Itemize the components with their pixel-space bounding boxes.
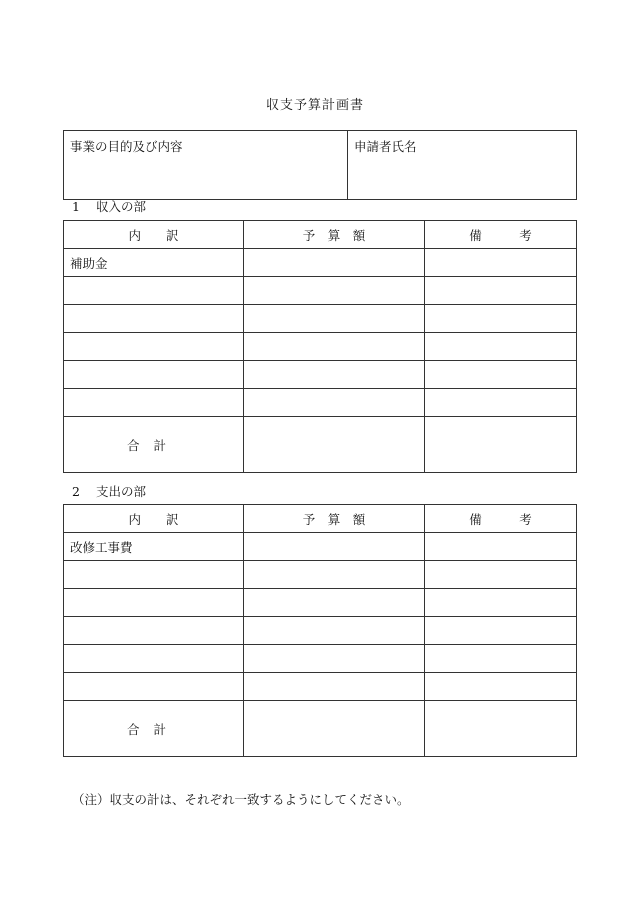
budget-cell[interactable] xyxy=(244,333,425,361)
income-section-heading xyxy=(72,197,146,215)
table-row xyxy=(64,589,577,617)
remarks-cell[interactable] xyxy=(425,305,577,333)
remarks-cell[interactable] xyxy=(425,589,577,617)
expense-section-heading xyxy=(72,482,146,500)
income-section-title: 収入の部 xyxy=(96,199,147,214)
item-cell[interactable] xyxy=(64,361,244,389)
item-cell[interactable] xyxy=(64,561,244,589)
budget-cell[interactable] xyxy=(244,645,425,673)
col-item-header: 内 訳 xyxy=(64,505,244,533)
income-item-cell[interactable]: 補助金 xyxy=(64,249,244,277)
income-header-row xyxy=(64,221,577,249)
header-info-table xyxy=(63,130,577,200)
income-table xyxy=(63,220,577,473)
purpose-label: 事業の目的及び内容 xyxy=(70,139,183,154)
expense-total-label: 合計 xyxy=(64,701,244,757)
income-section-number: 1 xyxy=(72,199,80,214)
expense-section-number: 2 xyxy=(72,484,80,499)
income-total-label: 合計 xyxy=(64,417,244,473)
table-row xyxy=(64,361,577,389)
col-budget-header: 予 算 額 xyxy=(244,505,425,533)
table-row xyxy=(64,249,577,277)
table-row xyxy=(64,305,577,333)
remarks-cell[interactable] xyxy=(425,561,577,589)
budget-cell[interactable] xyxy=(244,305,425,333)
item-cell[interactable] xyxy=(64,277,244,305)
remarks-cell[interactable] xyxy=(425,389,577,417)
remarks-cell[interactable] xyxy=(425,673,577,701)
table-row xyxy=(64,645,577,673)
expense-total-budget-cell[interactable] xyxy=(244,701,425,757)
item-cell[interactable] xyxy=(64,333,244,361)
table-row xyxy=(64,389,577,417)
col-budget-header: 予 算 額 xyxy=(244,221,425,249)
budget-cell[interactable] xyxy=(244,249,425,277)
remarks-cell[interactable] xyxy=(425,333,577,361)
col-remarks-header: 備 考 xyxy=(425,505,577,533)
table-row xyxy=(64,533,577,561)
budget-cell[interactable] xyxy=(244,389,425,417)
expense-total-remarks-cell[interactable] xyxy=(425,701,577,757)
table-row xyxy=(64,333,577,361)
footnote: （注）収支の計は、それぞれ一致するようにしてください。 xyxy=(72,792,410,807)
remarks-cell[interactable] xyxy=(425,361,577,389)
remarks-cell[interactable] xyxy=(425,249,577,277)
item-cell[interactable] xyxy=(64,389,244,417)
budget-cell[interactable] xyxy=(244,277,425,305)
expense-header-row xyxy=(64,505,577,533)
table-row xyxy=(64,617,577,645)
item-cell[interactable] xyxy=(64,645,244,673)
expense-table xyxy=(63,504,577,757)
income-total-remarks-cell[interactable] xyxy=(425,417,577,473)
document-title: 収支予算計画書 xyxy=(265,98,364,113)
budget-cell[interactable] xyxy=(244,561,425,589)
item-cell[interactable] xyxy=(64,305,244,333)
item-cell[interactable] xyxy=(64,617,244,645)
income-total-row xyxy=(64,417,577,473)
expense-total-row xyxy=(64,701,577,757)
col-item-header: 内 訳 xyxy=(64,221,244,249)
budget-cell[interactable] xyxy=(244,617,425,645)
table-row xyxy=(64,673,577,701)
applicant-label: 申請者氏名 xyxy=(354,139,417,154)
table-row xyxy=(64,277,577,305)
remarks-cell[interactable] xyxy=(425,533,577,561)
remarks-cell[interactable] xyxy=(425,277,577,305)
item-cell[interactable] xyxy=(64,673,244,701)
table-row xyxy=(64,561,577,589)
remarks-cell[interactable] xyxy=(425,645,577,673)
budget-cell[interactable] xyxy=(244,533,425,561)
applicant-cell[interactable] xyxy=(348,131,577,200)
expense-item-cell[interactable]: 改修工事費 xyxy=(64,533,244,561)
budget-cell[interactable] xyxy=(244,589,425,617)
item-cell[interactable] xyxy=(64,589,244,617)
budget-cell[interactable] xyxy=(244,673,425,701)
col-remarks-header: 備 考 xyxy=(425,221,577,249)
purpose-cell[interactable] xyxy=(64,131,348,200)
income-total-budget-cell[interactable] xyxy=(244,417,425,473)
expense-section-title: 支出の部 xyxy=(96,484,147,499)
budget-cell[interactable] xyxy=(244,361,425,389)
remarks-cell[interactable] xyxy=(425,617,577,645)
